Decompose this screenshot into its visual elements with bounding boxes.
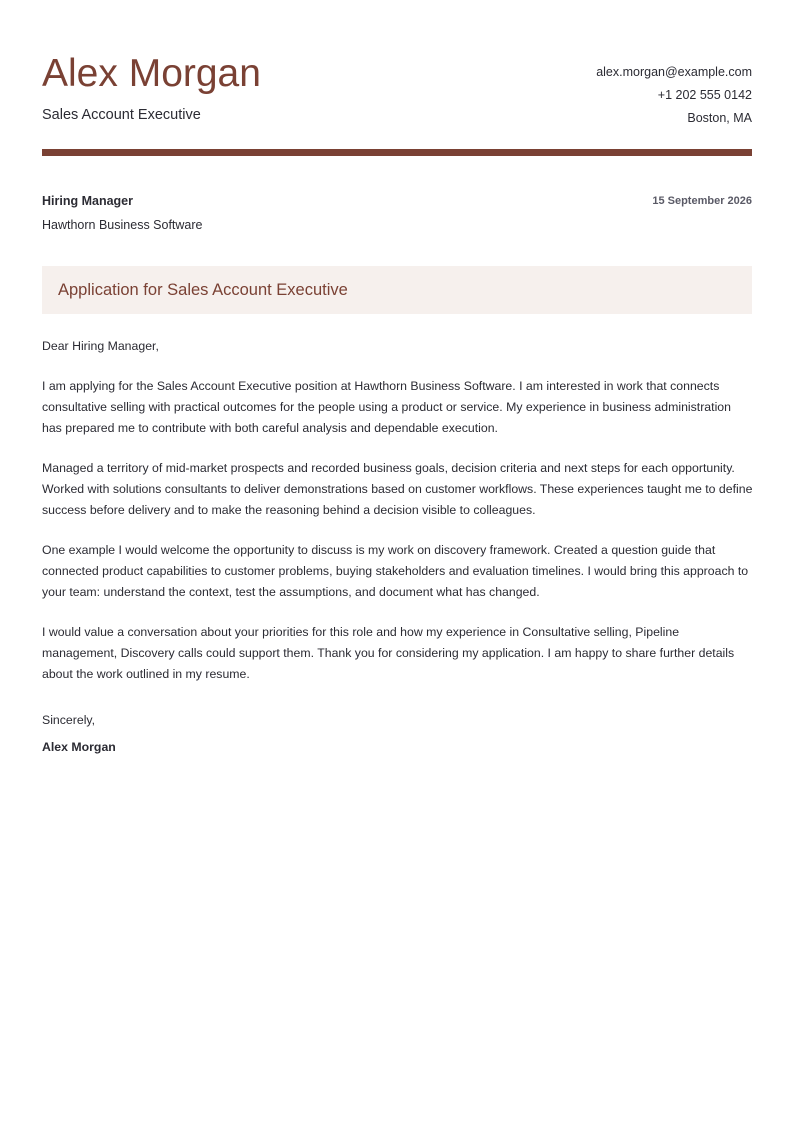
letter-body — [42, 336, 754, 704]
subject-line: Application for Sales Account Executive — [58, 281, 348, 299]
recipient-company: Hawthorn Business Software — [42, 218, 203, 232]
letter-paragraph: I am applying for the Sales Account Executive position at Hawthorn Business Software. I am interested in work that connects consultative selling with practical outcomes for the people using a product or service. My experience in business administration has prepared me to contribute with both careful analysis and dependable execution. — [42, 379, 731, 435]
applicant-name: Alex Morgan — [42, 52, 261, 95]
letter-paragraph: One example I would welcome the opportunity to discuss is my work on discovery framework. Created a question guide that connected product capabilities to customer problems, buying stakeholders and evaluation timelines. I would bring this approach to your team: understand the context, test the assumptions, and document what has changed. — [42, 543, 749, 599]
applicant-role: Sales Account Executive — [42, 107, 201, 123]
cover-letter-page — [42, 0, 753, 754]
recipient-name: Hiring Manager — [42, 194, 133, 208]
letter-header — [42, 0, 752, 150]
letter-closing: Sincerely, — [42, 713, 96, 727]
recipient-block — [42, 191, 752, 235]
contact-location: Boston, MA — [687, 111, 752, 125]
contact-phone[interactable]: +1 202 555 0142 — [657, 88, 752, 102]
letter-date: 15 September 2026 — [652, 195, 752, 207]
letter-paragraph: I would value a conversation about your priorities for this role and how my experience in Consultative selling, Pipeline management, Discovery calls could support them. Thank you for considering my application. I am happy to share further details about the work outlined in my resume. — [42, 625, 735, 681]
letter-greeting: Dear Hiring Manager, — [42, 339, 159, 353]
letter-signature: Alex Morgan — [42, 740, 116, 754]
subject-banner — [42, 266, 752, 314]
contact-email[interactable]: alex.morgan@example.com — [596, 65, 752, 79]
letter-paragraph: Managed a territory of mid-market prospects and recorded business goals, decision criteria and next steps for each opportunity. Worked with solutions consultants to deliver demonstrations based on customer workflows. These experiences taught me to define success before delivery and to make the reasoning behind a decision visible to colleagues. — [42, 461, 753, 517]
contact-details — [596, 61, 752, 130]
header-divider — [42, 149, 752, 156]
